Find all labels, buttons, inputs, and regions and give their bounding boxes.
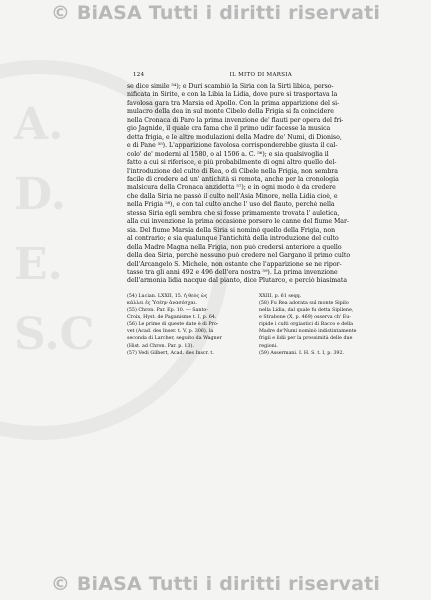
text-line: l'introduzione del culto di Rea, o di Cibele nella Frigia, non sembra: [127, 167, 338, 175]
text-line: detta frigia, e le altre modulazioni della Madre de' Numi, di Dioniso,: [127, 133, 342, 141]
footnote-line: ripide i culti orgiastici di Bacco e della: [259, 322, 354, 328]
text-line: della Madre Magna nella Frigia, non può credersi anteriore a quello: [127, 243, 342, 251]
text-line: malsicura della Cronaca anzidetta ⁵⁷); e in ogni modo è da credere: [127, 184, 336, 192]
running-header: [133, 72, 387, 81]
text-line: e di Pane ⁵⁵). L'apparizione favolosa corrisponderebbe giusta il cal-: [127, 142, 338, 150]
footnotes: [127, 293, 387, 357]
footnote-line: seconda di Larcher, seguito da Wagner: [127, 336, 222, 342]
book-page: [127, 72, 387, 357]
footnote-line: Madre de'Numi nominò indistintamente: [259, 329, 357, 335]
text-line: al contrario; e sia qualunque l'antichità della introduzione del culto: [127, 235, 339, 243]
text-line: gio Jagnide, il quale cra fama che il primo udir facesse la musica: [127, 125, 331, 133]
footnote-line: regioni.: [259, 343, 278, 349]
main-text: [127, 83, 387, 286]
footnote-line: (59) Assermani. I. H. S. t. I, p. 392.: [259, 350, 345, 356]
text-line: se dice simile ⁵⁴); e Duri scambiò la Siria con la Sirti libica, perso-: [127, 83, 334, 90]
footnote-line: (58) Fu Rea adorata sul monte Sipilo: [259, 300, 349, 306]
footnote-line: e Strabone (X, p. 469) osserva ch' Eu-: [259, 315, 352, 321]
text-line: nella Frigia ⁵⁸), e con tal culto anche l' uso del flauto, perchè nella: [127, 201, 335, 209]
text-line: sia. Del fiume Marsia della Siria si nominò quello della Frigia, non: [127, 226, 336, 234]
footnote-line: Croix, Hyst. de Paganisme t. I, p. 64.: [127, 315, 217, 321]
text-line: favolosa gara tra Marsia ed Apollo. Con la prima apparizione del si-: [127, 99, 340, 107]
text-line: tasse tra gli anni 492 e 496 dell'era nostra ⁵⁹). La prima invenzione: [127, 268, 338, 276]
footnote-line: (Hist. ad Chron. Par. p. 13).: [127, 343, 194, 349]
watermark-top: © BiASA Tutti i diritti riservati: [50, 2, 381, 24]
text-line: facile di credere ad un' antichità sì remota, anche per la cronologia: [127, 175, 339, 183]
text-line: stessa Siria egli sembra che si fosse primamente trovata l' auletica,: [127, 209, 340, 217]
text-line: dell'armonia lidia nacque dal pianto, dice Plutarco, e perciò biasimata: [127, 277, 348, 285]
footnotes-right-column: [259, 293, 387, 357]
text-line: che dalla Siria ne passò il culto nell'Asia Minore, nella Lidia cioè, e: [127, 192, 338, 200]
footnote-line: vet (Acad. des Inser. t. V, p. 306), la: [127, 329, 214, 335]
text-line: colo' de' moderni al 1580, o al 1506 a. C. ⁵⁶); e sia qualsivoglia il: [127, 150, 329, 158]
seal-lettering: A.D.E.S.C: [14, 99, 95, 360]
watermark-bottom: © BiASA Tutti i diritti riservati: [50, 573, 381, 595]
footnote-line: frigii e lidii per la prossimità delle due: [259, 336, 353, 342]
page-number: 124: [133, 72, 145, 78]
footnotes-left-column: [127, 293, 255, 357]
footnote-line: κάλλει ἐς Ὑσέην ἀνασέσχαι.: [127, 300, 198, 306]
text-line: dell'Arcangelo S. Michele, non ostante che l'apparizione se ne ripor-: [127, 260, 342, 268]
text-line: nella Cronaca di Paro la prima invenzione de' flauti per opera del fri-: [127, 116, 344, 124]
footnote-line: nella Lidia, dal quale fu detta Sipilene,: [259, 308, 354, 314]
footnote-line: (55) Chron. Par. Ep. 10. — Santo-: [127, 308, 208, 314]
footnote-line: (57) Vedi Gilbert, Acad. des Inscr. t.: [127, 350, 214, 356]
running-title: IL MITO DI MARSIA: [229, 72, 292, 78]
text-line: della dea Siria, perchè nessuno può credere nel Gargano il primo culto: [127, 252, 351, 260]
text-line: alla cui invenzione la prima occasione porsero le canne del fiume Mar-: [127, 218, 350, 226]
footnote-line: (54) Lucian. LXXII, 15. ἡ θεὸς ὡς: [127, 293, 208, 299]
text-line: mulacro della dea in sul monte Cibelo della Frigia si fa coincidere: [127, 108, 334, 116]
text-line: fatto a cui si riferisce, e più probabilmente di ogni altro quello del-: [127, 159, 337, 167]
text-line: nificata in Sirite, e con la Libia la Lidia, dove pure si trasportava la: [127, 91, 338, 99]
footnote-line: (56) Le prime di queste date è di Pro-: [127, 322, 219, 328]
footnote-line: XXIII, p. 61 seqq.: [259, 293, 302, 299]
